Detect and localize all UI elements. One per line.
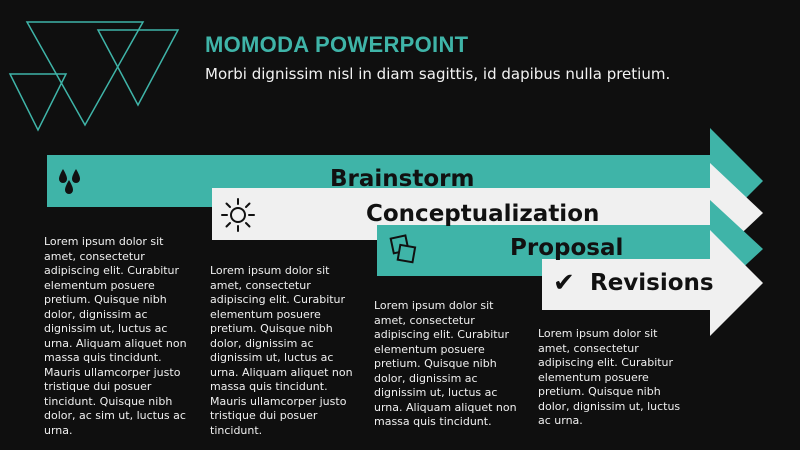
- sun-icon: [220, 197, 256, 233]
- page-subtitle: Morbi dignissim nisl in diam sagittis, id dapibus nulla pretium.: [205, 65, 671, 83]
- step-description-conceptualization: Lorem ipsum dolor sit amet, consectetur adipiscing elit. Curabitur elementum posuere pretium. Quisque nibh dolor, dignissim ac dignissim ut, luctus ac urna. Aliquam aliquet non massa quis tincidunt. Mauris ullamcorper justo tristique dui posuer tincidunt.: [210, 264, 353, 437]
- step-description-revisions: Lorem ipsum dolor sit amet, consectetur adipiscing elit. Curabitur elementum posuere pretium. Quisque nibh dolor, dignissim ut, luctus ac urna.: [538, 327, 681, 427]
- step-label-revisions: Revisions: [590, 270, 714, 296]
- water-drops-icon: [56, 166, 90, 196]
- step-description-brainstorm: Lorem ipsum dolor sit amet, consectetur adipiscing elit. Curabitur elementum posuere pretium. Quisque nibh dolor, dignissim ac dignissim ut, luctus ac urna. Aliquam aliquet non massa quis tincidunt. Mauris ullamcorper justo tristique dui posuer tincidunt. Quisque nibh dolor, ac sim ut, luctus ac urna.: [44, 235, 187, 437]
- step-label-proposal: Proposal: [510, 235, 624, 261]
- step-label-conceptualization: Conceptualization: [366, 201, 600, 227]
- documents-icon: [388, 234, 420, 266]
- step-label-brainstorm: Brainstorm: [330, 166, 475, 192]
- checkmark-icon: ✔: [553, 268, 575, 298]
- step-description-proposal: Lorem ipsum dolor sit amet, consectetur adipiscing elit. Curabitur elementum posuere pretium. Quisque nibh dolor, dignissim ac dignissim ut, luctus ac urna. Aliquam aliquet non massa quis tincidunt.: [374, 299, 517, 428]
- page-title: MOMODA POWERPOINT: [205, 32, 469, 57]
